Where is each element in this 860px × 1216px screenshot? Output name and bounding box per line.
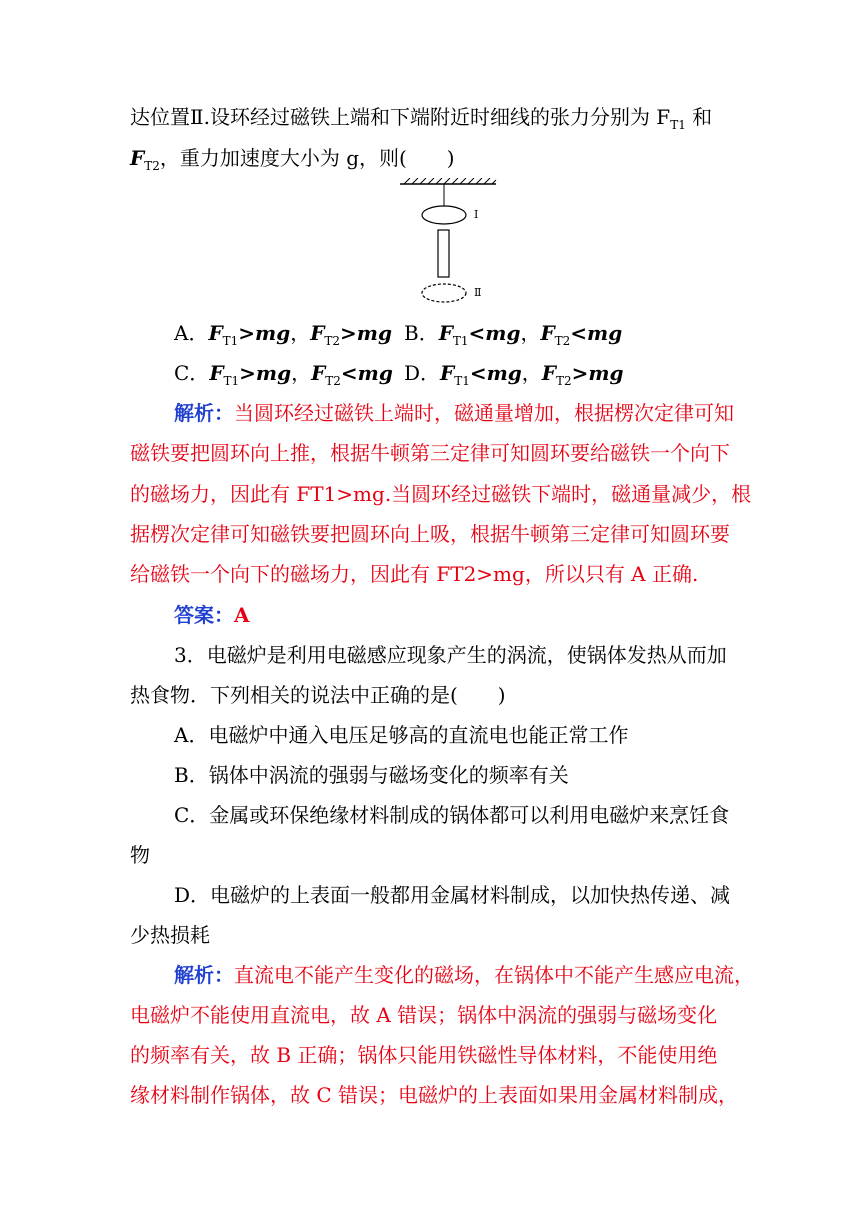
option-b: B．$F_{T1}<mg$，$F_{T2}<mg$	[404, 321, 623, 348]
question-3-line: 3．电磁炉是利用电磁感应现象产生的涡流，使锅体发热从而加	[174, 643, 727, 667]
ceiling-hatch	[404, 178, 496, 184]
q3-option-d: D．电磁炉的上表面一般都用金属材料制成，以加快热传递、减	[174, 883, 731, 907]
q3-option-d-cont: 少热损耗	[130, 923, 210, 947]
q3-option-c: C．金属或环保绝缘材料制成的锅体都可以利用电磁炉来烹饪食	[174, 803, 730, 827]
ring-position-1	[422, 206, 466, 224]
q3-option-a: A．电磁炉中通入电压足够高的直流电也能正常工作	[174, 723, 629, 747]
analysis-line: 解析：直流电不能产生变化的磁场，在锅体中不能产生感应电流，	[174, 963, 754, 987]
label-position-2: Ⅱ	[474, 286, 482, 299]
ring-magnet-figure	[400, 178, 510, 306]
analysis-line: 据楞次定律可知磁铁要把圆环向上吸，根据牛顿第三定律可知圆环要	[130, 522, 730, 546]
question-text-line: 达位置Ⅱ.设环经过磁铁上端和下端附近时细线的张力分别为 $F_{T1}$ 和	[130, 105, 713, 132]
option-d: D．$F_{T1}<mg$，$F_{T2}>mg$	[404, 361, 624, 388]
label-position-1: Ⅰ	[474, 208, 479, 221]
ring-position-2	[422, 284, 466, 302]
analysis-line: 的磁场力，因此有 FT1>mg.当圆环经过磁铁下端时，磁通量减少，根	[130, 482, 752, 506]
analysis-line: 的频率有关，故 B 正确；锅体只能用铁磁性导体材料，不能使用绝	[130, 1043, 718, 1067]
q3-option-b: B．锅体中涡流的强弱与磁场变化的频率有关	[174, 763, 569, 787]
analysis-line: 给磁铁一个向下的磁场力，因此有 FT2>mg，所以只有 A 正确.	[130, 562, 699, 586]
q3-option-c-cont: 物	[130, 843, 150, 867]
answer-line: 答案：A	[174, 603, 250, 627]
analysis-line: 解析：当圆环经过磁铁上端时，磁通量增加，根据楞次定律可知	[174, 401, 734, 425]
analysis-line: 电磁炉不能使用直流电，故 A 错误；锅体中涡流的强弱与磁场变化	[130, 1003, 718, 1027]
question-3-line: 热食物．下列相关的说法中正确的是( )	[130, 683, 506, 707]
option-a: A．$F_{T1}>mg$，$F_{T2}>mg$	[174, 321, 392, 348]
question-text-line: $F_{T2}$，重力加速度大小为 g，则( )	[130, 146, 455, 173]
analysis-line: 磁铁要把圆环向上推，根据牛顿第三定律可知圆环要给磁铁一个向下	[130, 441, 730, 465]
analysis-line: 缘材料制作锅体，故 C 错误；电磁炉的上表面如果用金属材料制成，	[130, 1083, 739, 1107]
option-c: C．$F_{T1}>mg$，$F_{T2}<mg$	[174, 361, 393, 388]
magnet-bar	[438, 230, 449, 277]
